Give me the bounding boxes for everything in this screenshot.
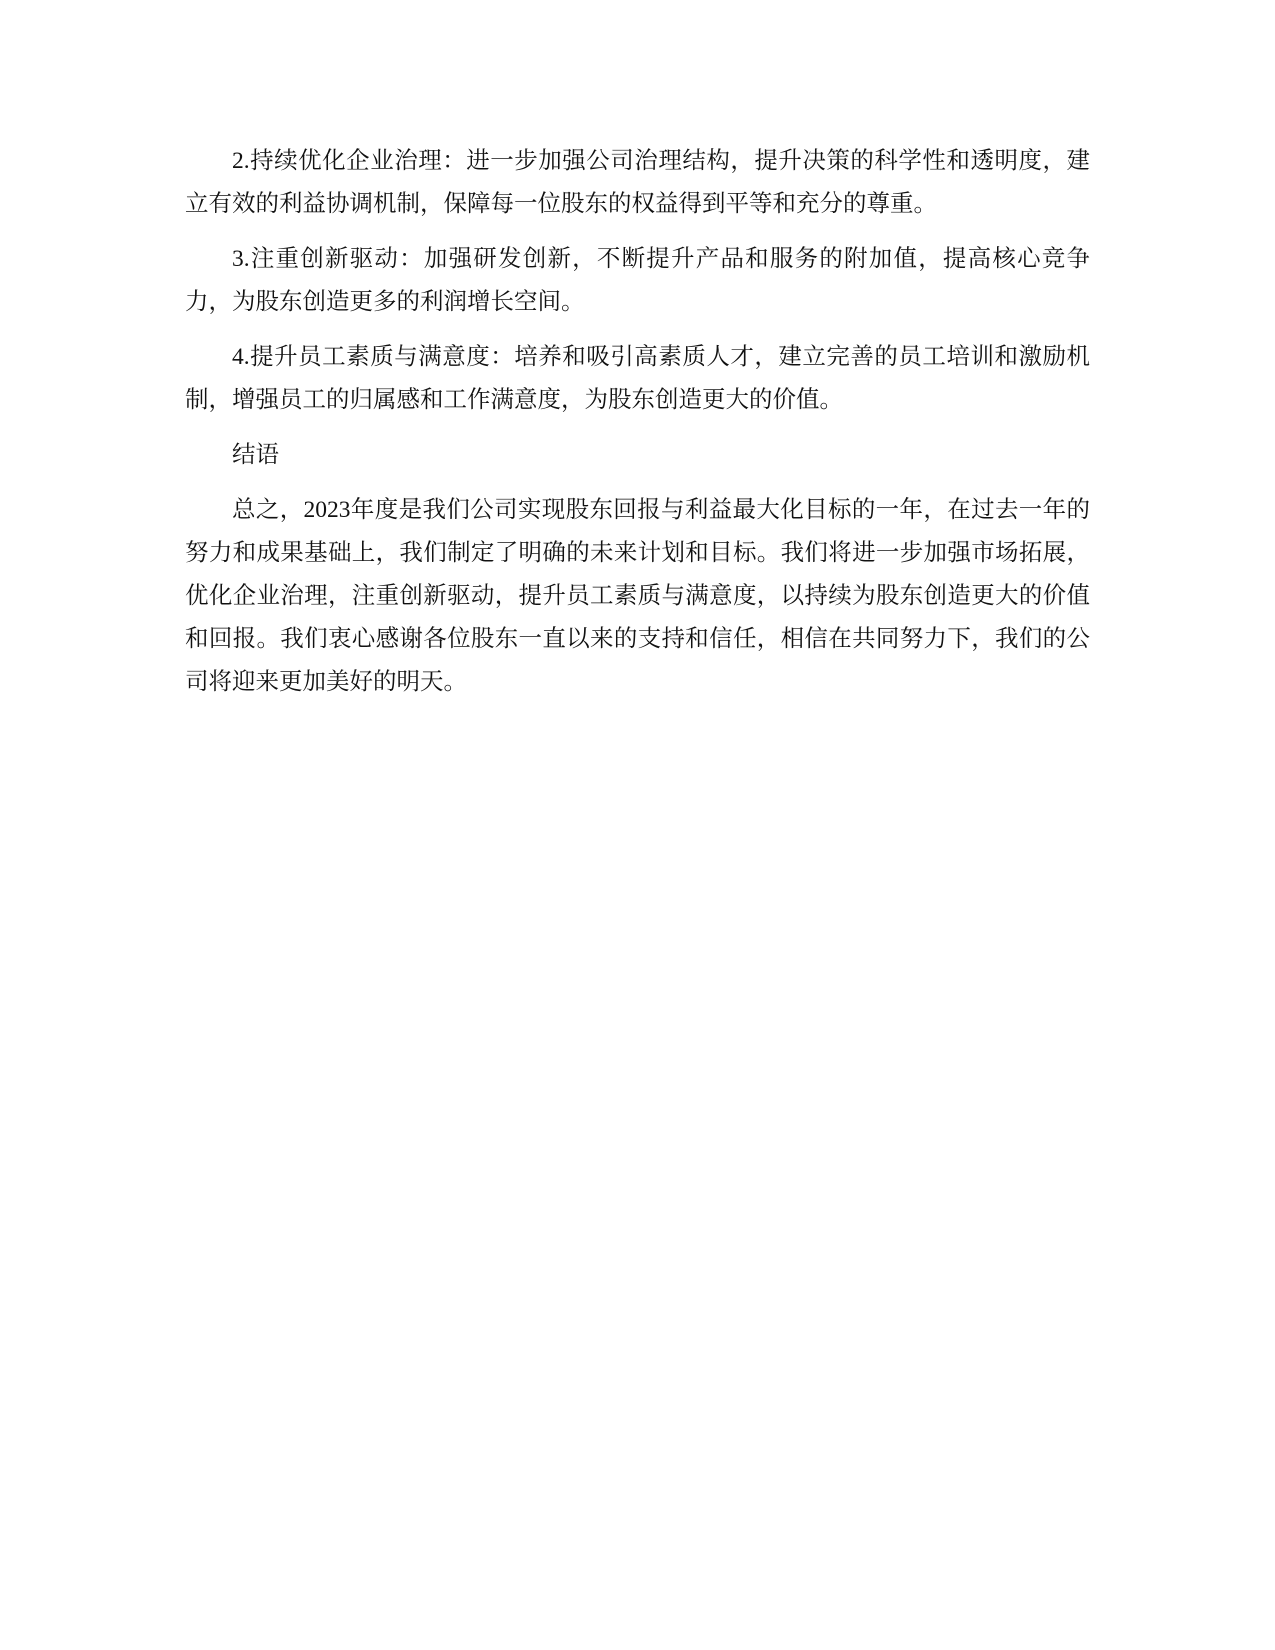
- paragraph-governance: 2.持续优化企业治理：进一步加强公司治理结构，提升决策的科学性和透明度，建立有效的利益协调机制，保障每一位股东的权益得到平等和充分的尊重。: [185, 148, 1090, 217]
- document-body: [185, 140, 1090, 716]
- section-heading-conclusion: 结语: [232, 442, 279, 468]
- paragraph-employees: 4.提升员工素质与满意度：培养和吸引高素质人才，建立完善的员工培训和激励机制，增强员工的归属感和工作满意度，为股东创造更大的价值。: [185, 344, 1090, 413]
- paragraph-conclusion: 总之，2023年度是我们公司实现股东回报与利益最大化目标的一年，在过去一年的努力和成果基础上，我们制定了明确的未来计划和目标。我们将进一步加强市场拓展，优化企业治理，注重创新驱动，提升员工素质与满意度，以持续为股东创造更大的价值和回报。我们衷心感谢各位股东一直以来的支持和信任，相信在共同努力下，我们的公司将迎来更加美好的明天。: [185, 497, 1090, 695]
- paragraph-innovation: 3.注重创新驱动：加强研发创新，不断提升产品和服务的附加值，提高核心竞争力，为股东创造更多的利润增长空间。: [185, 246, 1090, 315]
